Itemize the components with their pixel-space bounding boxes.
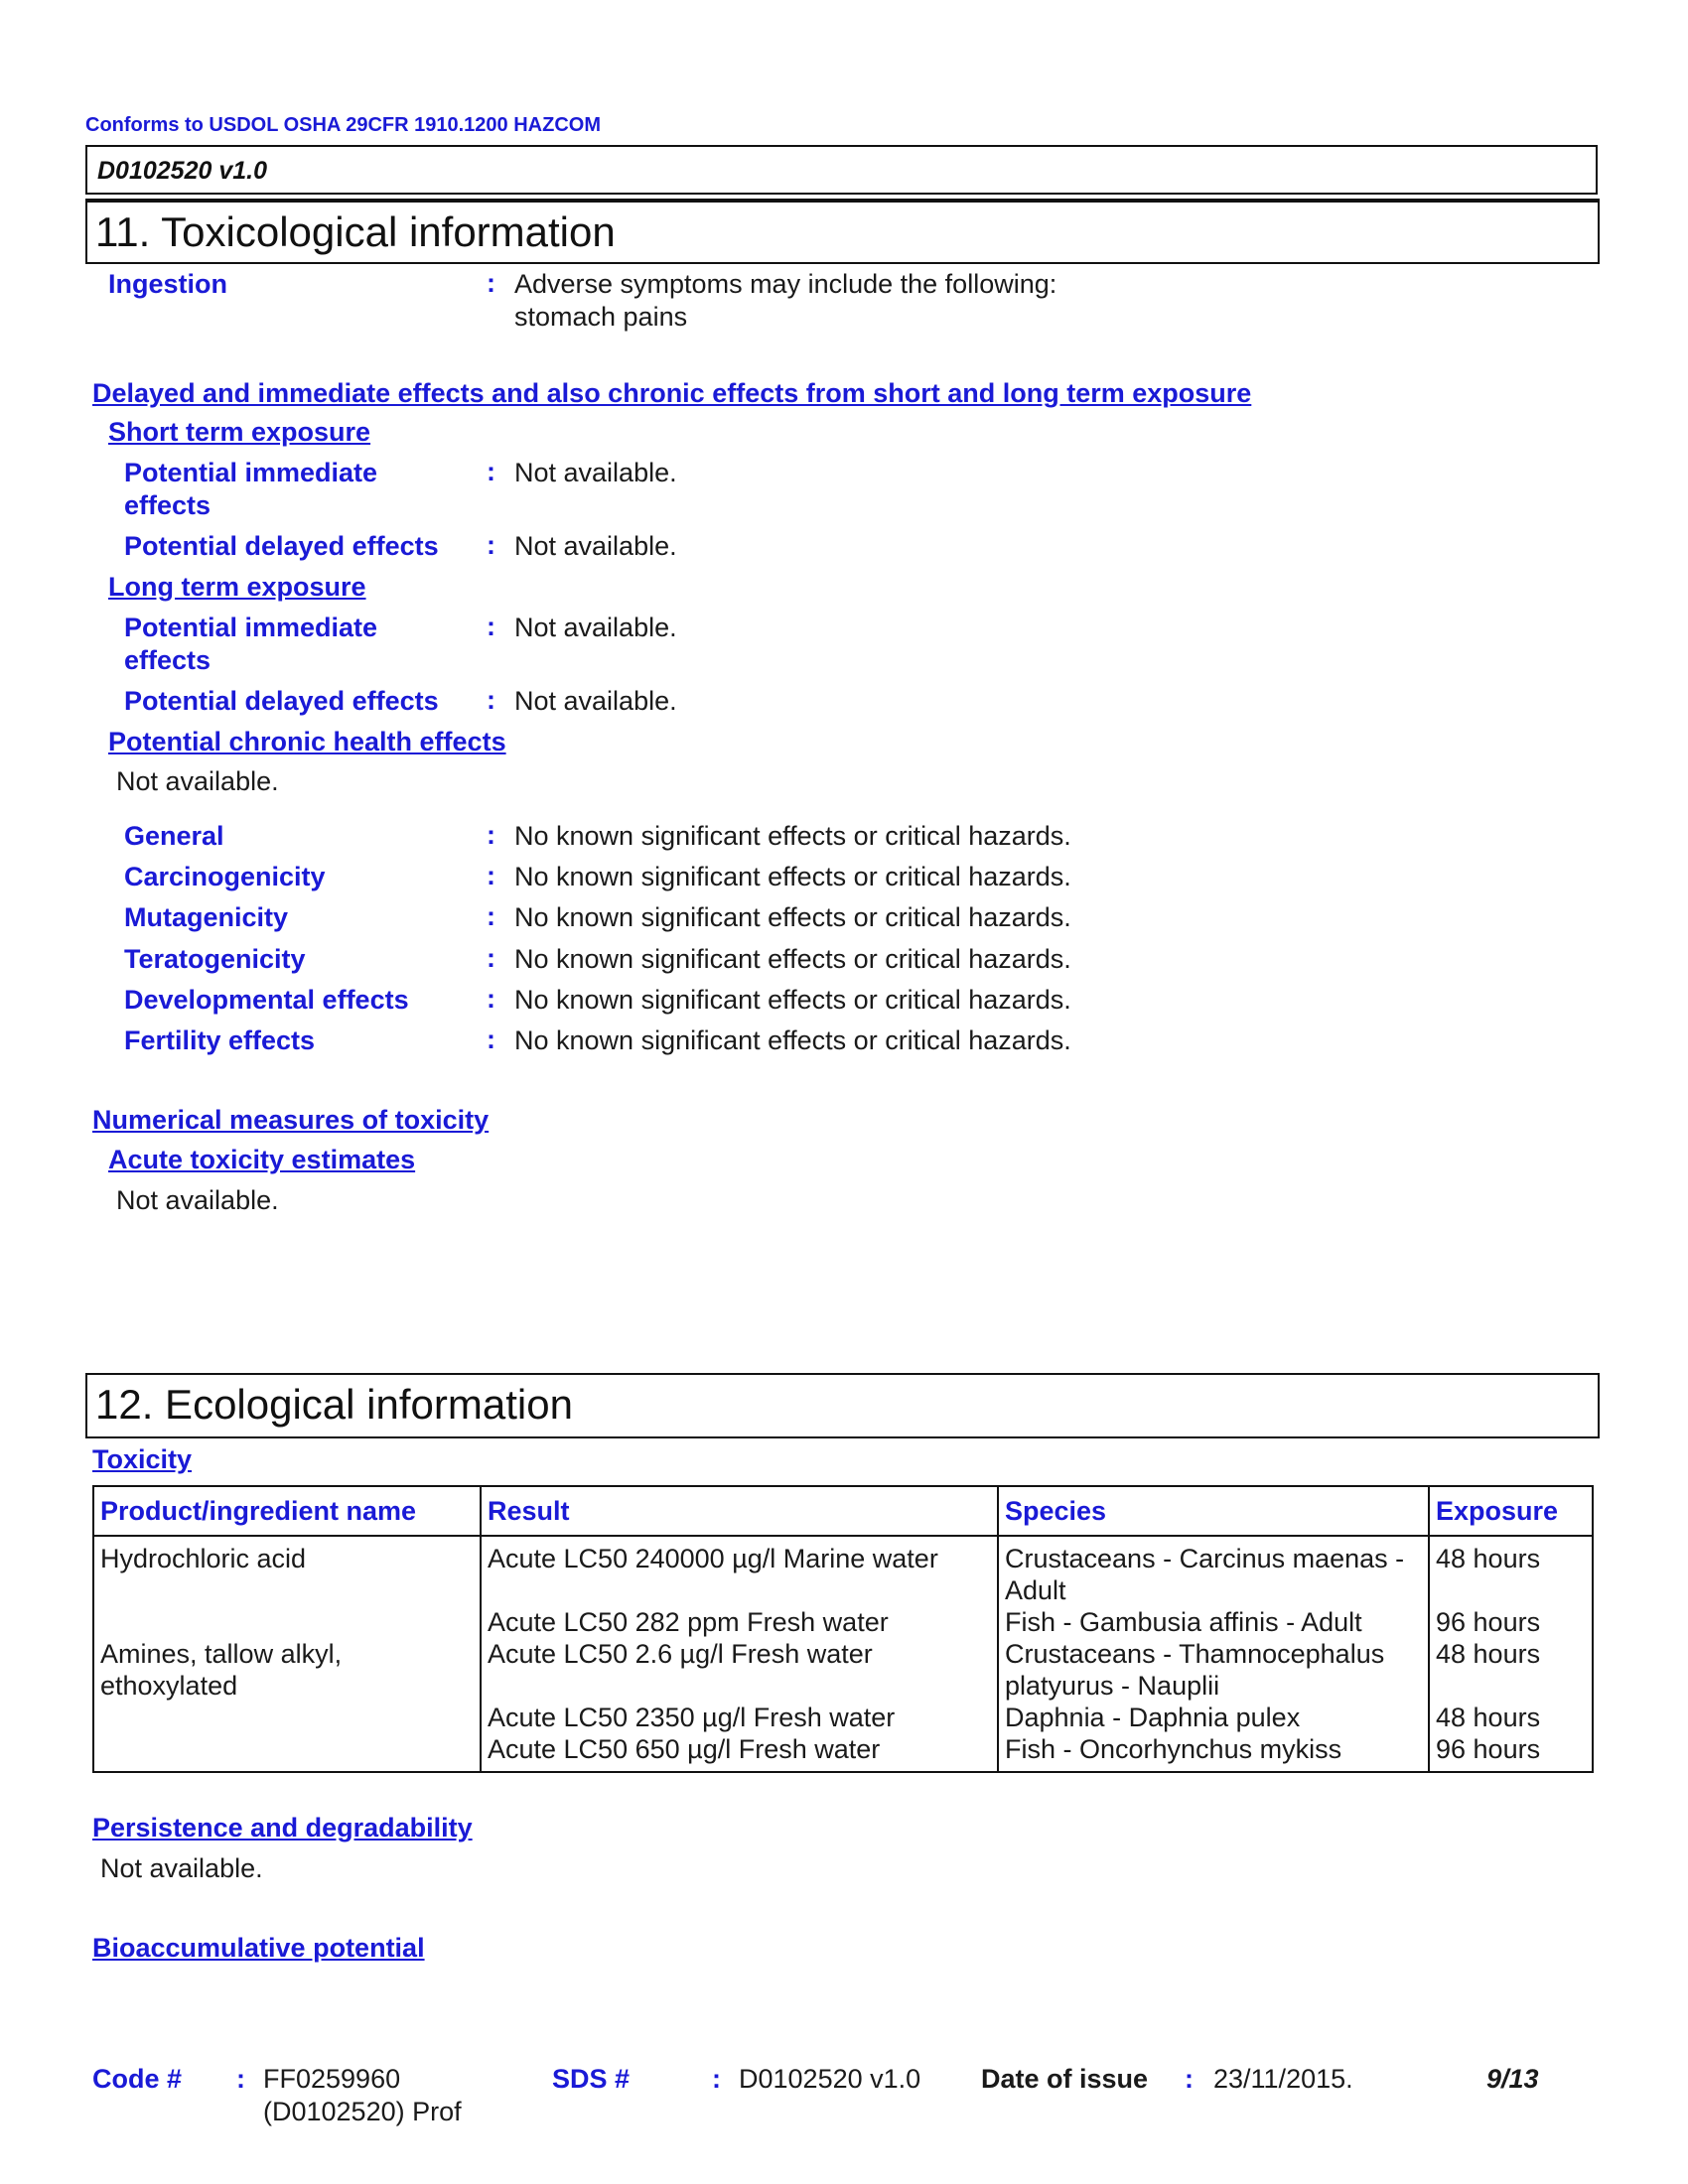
ingredient-name-cell — [93, 1638, 481, 1772]
acute-toxicity-heading: Acute toxicity estimates — [108, 1145, 416, 1174]
general-value: No known significant effects or critical hazards. — [514, 821, 1071, 851]
colon: : — [487, 861, 495, 890]
toxicity-table — [92, 1485, 1594, 1773]
result-line: Acute LC50 2350 µg/l Fresh water — [488, 1703, 896, 1732]
code-label: Code # — [92, 2064, 183, 2094]
section-11-header — [85, 199, 1600, 264]
persistence-value: Not available. — [100, 1853, 263, 1883]
section-12-title: 12. Ecological information — [95, 1381, 573, 1428]
exposure-cell — [1429, 1638, 1593, 1772]
page-number: 9/13 — [1486, 2064, 1539, 2094]
short-immediate-label-line1: Potential immediate — [124, 458, 378, 487]
document-id-box — [85, 145, 1598, 195]
colon: : — [712, 2064, 721, 2094]
colon: : — [1185, 2064, 1194, 2094]
section-11-title: 11. Toxicological information — [95, 208, 616, 255]
exposure-line: 48 hours — [1436, 1639, 1541, 1669]
long-delayed-value: Not available. — [514, 686, 677, 716]
ingredient-name-cell — [93, 1536, 481, 1638]
short-delayed-label: Potential delayed effects — [124, 531, 439, 561]
species-cell — [998, 1536, 1429, 1638]
mutagenicity-label: Mutagenicity — [124, 902, 289, 932]
colon: : — [487, 612, 495, 641]
ingestion-value-line1: Adverse symptoms may include the following: — [514, 269, 1057, 299]
long-immediate-label-line2: effects — [124, 645, 211, 675]
acute-toxicity-value: Not available. — [116, 1185, 279, 1215]
fertility-effects-value: No known significant effects or critical hazards. — [514, 1025, 1071, 1055]
ingestion-value-line2: stomach pains — [514, 302, 688, 332]
result-line — [488, 1670, 991, 1702]
code-value-line1: FF0259960 — [263, 2064, 401, 2094]
ingredient-name-line: ethoxylated — [100, 1671, 238, 1701]
species-cell — [998, 1638, 1429, 1772]
teratogenicity-value: No known significant effects or critical hazards. — [514, 944, 1071, 974]
sds-label: SDS # — [552, 2064, 631, 2094]
ingredient-name-line: Amines, tallow alkyl, — [100, 1639, 343, 1669]
table-row — [93, 1638, 1593, 1772]
exposure-line: 96 hours — [1436, 1734, 1541, 1764]
bioaccumulative-heading: Bioaccumulative potential — [92, 1933, 425, 1963]
carcinogenicity-value: No known significant effects or critical hazards. — [514, 862, 1071, 891]
ingestion-label: Ingestion — [108, 269, 227, 299]
table-header-row — [93, 1486, 1593, 1536]
delayed-effects-heading: Delayed and immediate effects and also chronic effects from short and long term exposure — [92, 378, 1252, 408]
document-id: D0102520 v1.0 — [97, 157, 267, 185]
result-cell — [481, 1638, 998, 1772]
code-value-line2: (D0102520) Prof — [263, 2097, 462, 2126]
table-row — [93, 1536, 1593, 1638]
colon: : — [487, 943, 495, 973]
species-line: Fish - Gambusia affinis - Adult — [1005, 1607, 1362, 1637]
persistence-heading: Persistence and degradability — [92, 1813, 473, 1843]
exposure-line: 96 hours — [1436, 1607, 1541, 1637]
short-delayed-value: Not available. — [514, 531, 677, 561]
mutagenicity-value: No known significant effects or critical hazards. — [514, 902, 1071, 932]
date-of-issue-label: Date of issue — [981, 2064, 1149, 2094]
colon: : — [236, 2064, 245, 2094]
short-term-heading: Short term exposure — [108, 417, 371, 447]
colon: : — [487, 984, 495, 1014]
exposure-line: 48 hours — [1436, 1544, 1541, 1573]
species-line: Adult — [1005, 1575, 1066, 1605]
column-header-species: Species — [998, 1486, 1429, 1536]
carcinogenicity-label: Carcinogenicity — [124, 862, 326, 891]
short-immediate-value: Not available. — [514, 458, 677, 487]
colon: : — [487, 1024, 495, 1054]
exposure-line: 48 hours — [1436, 1703, 1541, 1732]
colon: : — [487, 685, 495, 715]
species-line: Fish - Oncorhynchus mykiss — [1005, 1734, 1342, 1764]
long-immediate-value: Not available. — [514, 613, 677, 642]
toxicity-heading: Toxicity — [92, 1444, 193, 1474]
colon: : — [487, 820, 495, 850]
result-cell — [481, 1536, 998, 1638]
teratogenicity-label: Teratogenicity — [124, 944, 306, 974]
section-12-header — [85, 1373, 1600, 1438]
column-header-exposure: Exposure — [1429, 1486, 1593, 1536]
chronic-effects-value: Not available. — [116, 766, 279, 796]
column-header-result: Result — [481, 1486, 998, 1536]
species-line: Crustaceans - Thamnocephalus — [1005, 1639, 1385, 1669]
sds-value: D0102520 v1.0 — [739, 2064, 921, 2094]
result-line: Acute LC50 282 ppm Fresh water — [488, 1607, 889, 1637]
date-of-issue-value: 23/11/2015. — [1213, 2064, 1353, 2094]
column-header-name: Product/ingredient name — [93, 1486, 481, 1536]
colon: : — [487, 457, 495, 486]
result-line: Acute LC50 650 µg/l Fresh water — [488, 1734, 881, 1764]
developmental-effects-value: No known significant effects or critical hazards. — [514, 985, 1071, 1015]
chronic-effects-heading: Potential chronic health effects — [108, 727, 506, 756]
long-delayed-label: Potential delayed effects — [124, 686, 439, 716]
result-line: Acute LC50 240000 µg/l Marine water — [488, 1544, 938, 1573]
fertility-effects-label: Fertility effects — [124, 1025, 316, 1055]
species-line: Daphnia - Daphnia pulex — [1005, 1703, 1301, 1732]
exposure-line — [1436, 1670, 1586, 1702]
result-line — [488, 1574, 991, 1606]
short-immediate-label-line2: effects — [124, 490, 211, 520]
conformance-note: Conforms to USDOL OSHA 29CFR 1910.1200 HAZCOM — [85, 114, 601, 136]
result-line: Acute LC50 2.6 µg/l Fresh water — [488, 1639, 873, 1669]
exposure-cell — [1429, 1536, 1593, 1638]
general-label: General — [124, 821, 224, 851]
species-line: platyurus - Nauplii — [1005, 1671, 1220, 1701]
colon: : — [487, 530, 495, 560]
exposure-line — [1436, 1574, 1586, 1606]
long-immediate-label-line1: Potential immediate — [124, 613, 378, 642]
ingredient-name-line: Hydrochloric acid — [100, 1544, 307, 1573]
developmental-effects-label: Developmental effects — [124, 985, 409, 1015]
species-line: Crustaceans - Carcinus maenas - — [1005, 1544, 1405, 1573]
numerical-measures-heading: Numerical measures of toxicity — [92, 1105, 490, 1135]
long-term-heading: Long term exposure — [108, 572, 366, 602]
colon: : — [487, 901, 495, 931]
colon: : — [487, 268, 495, 298]
